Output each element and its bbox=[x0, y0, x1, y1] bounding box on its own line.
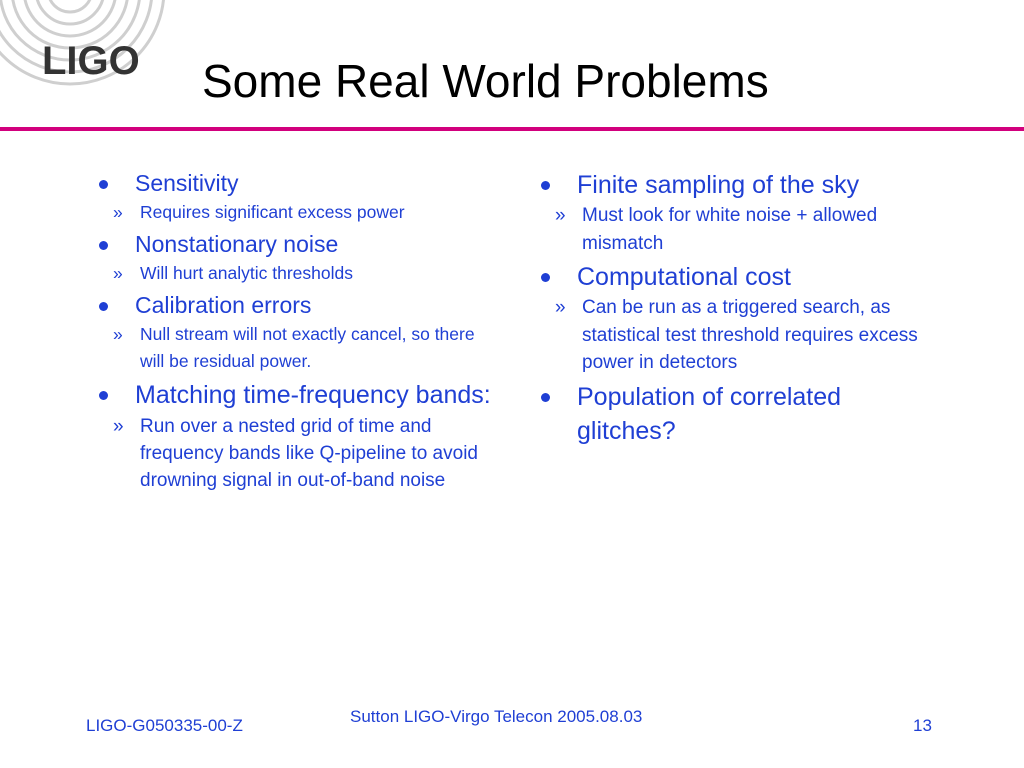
sub-marker-icon: » bbox=[113, 416, 124, 437]
bullet-nonstationary-noise bbox=[96, 229, 496, 260]
sub-marker-icon: » bbox=[113, 324, 123, 344]
sub-bullet bbox=[538, 294, 918, 377]
bullet-dot-icon bbox=[99, 302, 108, 311]
logo-text: LIGO bbox=[42, 39, 140, 83]
sub-bullet bbox=[96, 199, 496, 226]
title-divider bbox=[0, 127, 1024, 131]
page-number: 13 bbox=[913, 716, 932, 735]
sub-bullet-text: Requires significant excess power bbox=[140, 202, 405, 222]
sub-marker-icon: » bbox=[555, 205, 566, 226]
sub-bullet bbox=[96, 321, 496, 375]
bullet-text: Matching time-frequency bands: bbox=[135, 381, 491, 409]
sub-bullet-text: Must look for white noise + allowed mismatch bbox=[582, 205, 878, 254]
bullet-text: Population of correlated glitches? bbox=[577, 382, 842, 445]
left-column bbox=[96, 168, 496, 494]
bullet-text: Calibration errors bbox=[135, 292, 312, 318]
sub-bullet bbox=[96, 260, 496, 287]
bullet-finite-sampling bbox=[538, 168, 918, 202]
bullet-dot-icon bbox=[541, 181, 550, 190]
sub-bullet-text: Null stream will not exactly cancel, so there will be residual power. bbox=[140, 324, 475, 371]
sub-marker-icon: » bbox=[113, 202, 123, 222]
sub-bullet-text: Run over a nested grid of time and frequency bands like Q-pipeline to avoid drowning signal in out-of-band noise bbox=[140, 416, 478, 491]
bullet-matching-bands bbox=[96, 379, 496, 411]
concentric-arcs-logo-icon bbox=[0, 0, 170, 120]
bullet-correlated-glitches bbox=[538, 380, 918, 448]
bullet-computational-cost bbox=[538, 260, 918, 294]
footer-presentation-info: Sutton LIGO-Virgo Telecon 2005.08.03 bbox=[350, 707, 643, 726]
sub-bullet bbox=[96, 413, 496, 494]
slide-title: Some Real World Problems bbox=[202, 55, 769, 107]
bullet-sensitivity bbox=[96, 168, 496, 199]
sub-marker-icon: » bbox=[555, 297, 566, 318]
bullet-text: Finite sampling of the sky bbox=[577, 171, 860, 199]
bullet-text: Computational cost bbox=[577, 263, 792, 291]
bullet-dot-icon bbox=[99, 180, 108, 189]
right-column bbox=[538, 168, 918, 448]
footer-document-id: LIGO-G050335-00-Z bbox=[86, 716, 243, 735]
bullet-dot-icon bbox=[99, 391, 108, 400]
sub-marker-icon: » bbox=[113, 263, 123, 283]
sub-bullet-text: Will hurt analytic thresholds bbox=[140, 263, 353, 283]
sub-bullet bbox=[538, 202, 918, 257]
bullet-dot-icon bbox=[541, 273, 550, 282]
bullet-dot-icon bbox=[541, 393, 550, 402]
ligo-logo bbox=[0, 0, 170, 120]
sub-bullet-text: Can be run as a triggered search, as statistical test threshold requires excess power in detectors bbox=[582, 297, 918, 373]
bullet-text: Nonstationary noise bbox=[135, 231, 339, 257]
bullet-dot-icon bbox=[99, 241, 108, 250]
bullet-text: Sensitivity bbox=[135, 170, 239, 196]
bullet-calibration-errors bbox=[96, 290, 496, 321]
